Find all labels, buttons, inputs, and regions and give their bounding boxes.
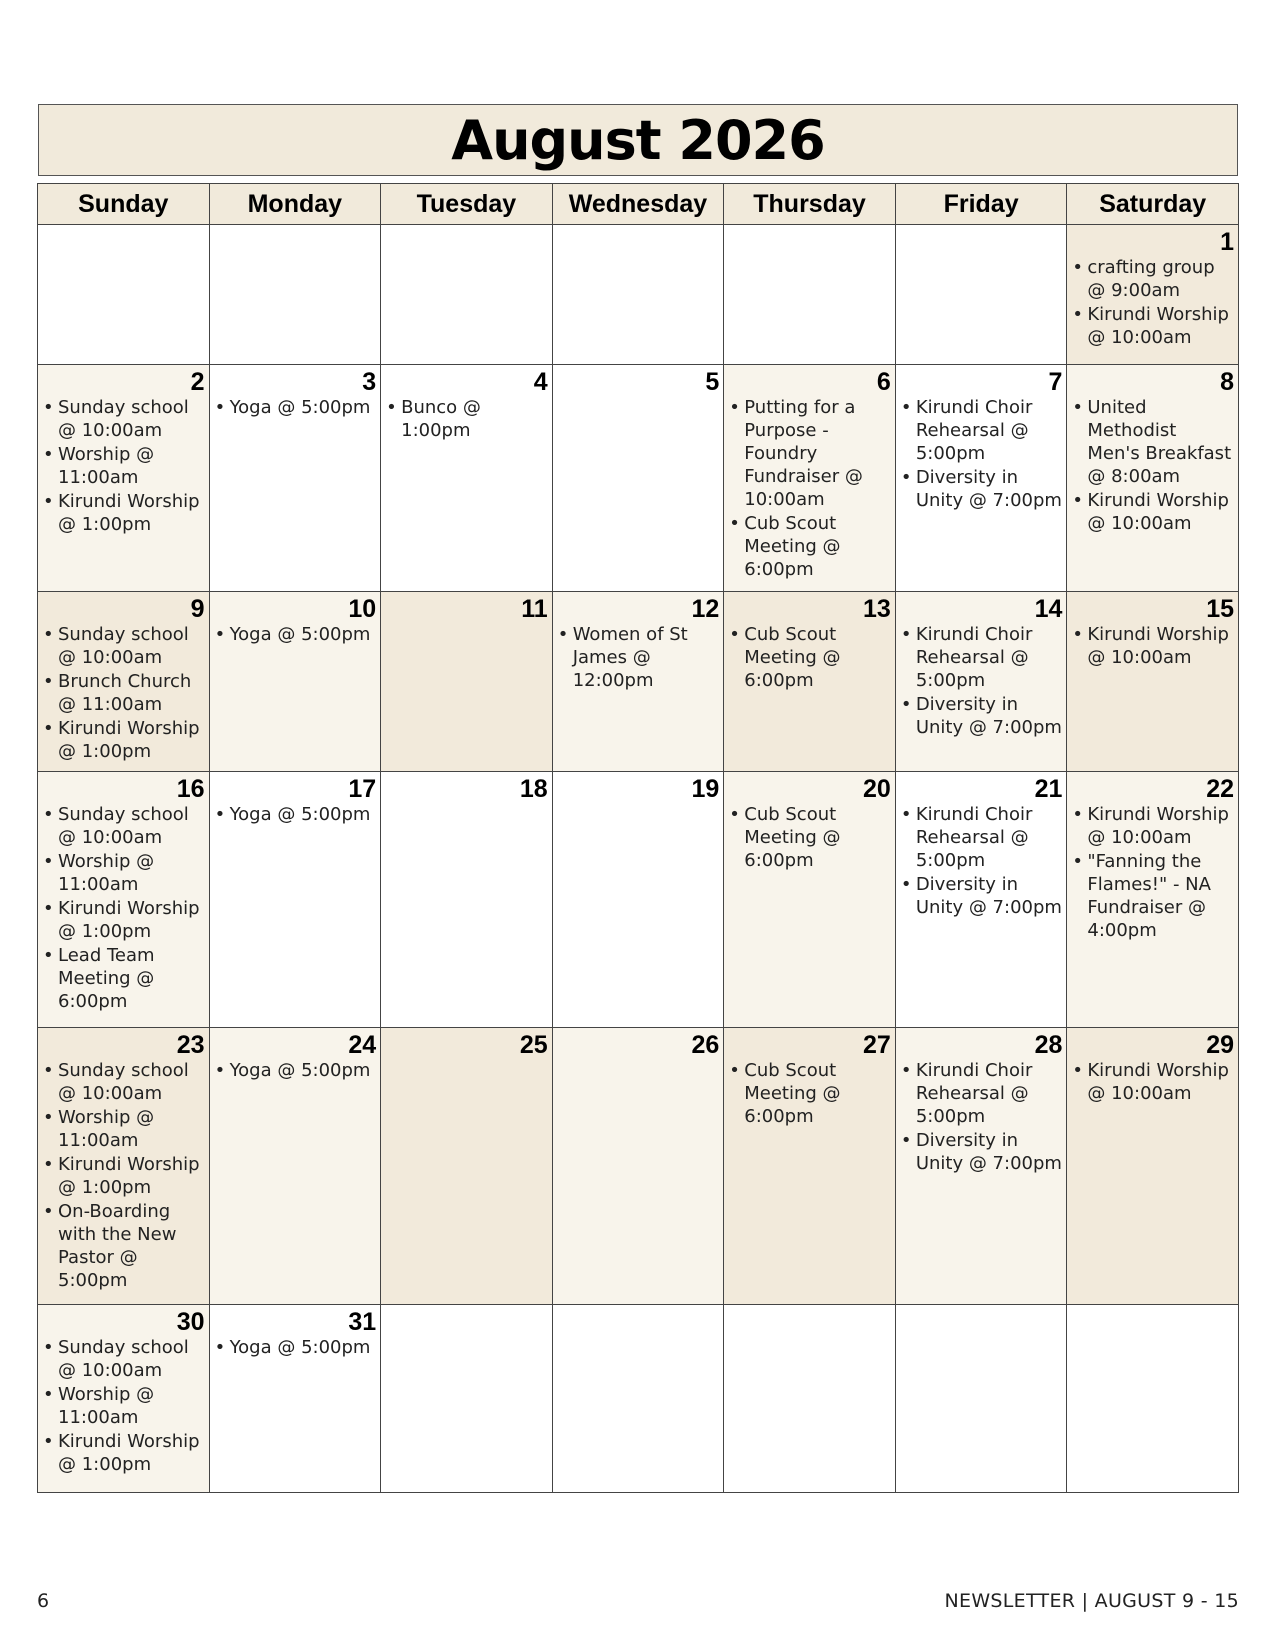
event-item: • crafting group @ 9:00am xyxy=(1069,256,1234,302)
event-list xyxy=(40,1059,205,1292)
day-cell-19 xyxy=(552,772,724,1028)
event-item: • Kirundi Worship @ 10:00am xyxy=(1069,623,1234,669)
day-number: 2 xyxy=(190,368,205,396)
day-cell-15 xyxy=(1067,592,1239,772)
event-item: • Lead Team Meeting @ 6:00pm xyxy=(40,944,205,1013)
event-list xyxy=(555,623,720,692)
event-item: • Kirundi Choir Rehearsal @ 5:00pm xyxy=(898,623,1063,692)
calendar-weeks xyxy=(38,225,1239,1493)
event-item: • Worship @ 11:00am xyxy=(40,443,205,489)
day-cell-10 xyxy=(209,592,381,772)
day-cell-12 xyxy=(552,592,724,772)
day-cell-27 xyxy=(724,1028,896,1305)
event-item: • Yoga @ 5:00pm xyxy=(212,1059,377,1082)
event-item: • Yoga @ 5:00pm xyxy=(212,803,377,826)
empty-day-cell xyxy=(38,225,210,365)
day-cell-14 xyxy=(895,592,1067,772)
event-list xyxy=(726,803,891,872)
event-item: • Brunch Church @ 11:00am xyxy=(40,670,205,716)
day-number: 9 xyxy=(190,595,205,623)
weekday-tuesday: Tuesday xyxy=(381,184,553,225)
empty-day-cell xyxy=(724,225,896,365)
weekday-monday: Monday xyxy=(209,184,381,225)
day-number: 6 xyxy=(876,368,891,396)
event-item: • Sunday school @ 10:00am xyxy=(40,803,205,849)
day-number: 14 xyxy=(1034,595,1063,623)
day-number: 25 xyxy=(519,1031,548,1059)
day-number: 1 xyxy=(1220,228,1234,256)
calendar-week-row xyxy=(38,772,1239,1028)
event-item: • Sunday school @ 10:00am xyxy=(40,1059,205,1105)
event-list xyxy=(40,623,205,763)
event-item: • Diversity in Unity @ 7:00pm xyxy=(898,693,1063,739)
weekday-wednesday: Wednesday xyxy=(552,184,724,225)
empty-day-cell xyxy=(381,225,553,365)
event-list xyxy=(1069,1059,1234,1105)
day-number: 7 xyxy=(1048,368,1063,396)
day-cell-6 xyxy=(724,365,896,592)
weekday-thursday: Thursday xyxy=(724,184,896,225)
event-item: • Sunday school @ 10:00am xyxy=(40,1336,205,1382)
day-number: 23 xyxy=(176,1031,205,1059)
event-item: • Worship @ 11:00am xyxy=(40,850,205,896)
event-item: • Putting for a Purpose - Foundry Fundraiser @ 10:00am xyxy=(726,396,891,511)
day-cell-28 xyxy=(895,1028,1067,1305)
event-item: • Kirundi Worship @ 10:00am xyxy=(1069,489,1234,535)
day-cell-3 xyxy=(209,365,381,592)
event-list xyxy=(898,803,1063,919)
event-item: • Kirundi Worship @ 1:00pm xyxy=(40,717,205,763)
empty-day-cell xyxy=(1067,1305,1239,1493)
event-list xyxy=(898,396,1063,512)
event-item: • Cub Scout Meeting @ 6:00pm xyxy=(726,1059,891,1128)
day-cell-8 xyxy=(1067,365,1239,592)
event-list xyxy=(1069,256,1234,349)
day-cell-16 xyxy=(38,772,210,1028)
empty-day-cell xyxy=(552,225,724,365)
day-number: 24 xyxy=(348,1031,377,1059)
weekday-sunday: Sunday xyxy=(38,184,210,225)
day-cell-29 xyxy=(1067,1028,1239,1305)
day-cell-11 xyxy=(381,592,553,772)
event-list xyxy=(726,396,891,581)
day-cell-1 xyxy=(1067,225,1239,365)
event-item: • Kirundi Choir Rehearsal @ 5:00pm xyxy=(898,396,1063,465)
event-list xyxy=(212,1336,377,1359)
event-list xyxy=(383,396,548,442)
event-item: • Diversity in Unity @ 7:00pm xyxy=(898,466,1063,512)
day-number: 21 xyxy=(1034,775,1063,803)
event-item: • Kirundi Worship @ 1:00pm xyxy=(40,897,205,943)
calendar-week-row xyxy=(38,592,1239,772)
day-cell-18 xyxy=(381,772,553,1028)
weekday-saturday: Saturday xyxy=(1067,184,1239,225)
empty-day-cell xyxy=(381,1305,553,1493)
day-number: 20 xyxy=(863,775,891,803)
day-number: 19 xyxy=(691,775,720,803)
day-number: 12 xyxy=(691,595,720,623)
day-cell-22 xyxy=(1067,772,1239,1028)
event-item: • Cub Scout Meeting @ 6:00pm xyxy=(726,512,891,581)
event-item: • Yoga @ 5:00pm xyxy=(212,623,377,646)
day-cell-9 xyxy=(38,592,210,772)
event-list xyxy=(726,623,891,692)
event-item: • Kirundi Choir Rehearsal @ 5:00pm xyxy=(898,803,1063,872)
day-number: 15 xyxy=(1206,595,1234,623)
event-list xyxy=(40,1336,205,1476)
day-cell-24 xyxy=(209,1028,381,1305)
calendar-week-row xyxy=(38,365,1239,592)
empty-day-cell xyxy=(552,1305,724,1493)
day-cell-13 xyxy=(724,592,896,772)
event-list xyxy=(726,1059,891,1128)
day-number: 3 xyxy=(362,368,377,396)
day-number: 5 xyxy=(705,368,720,396)
day-number: 10 xyxy=(348,595,377,623)
day-number: 16 xyxy=(176,775,205,803)
day-cell-4 xyxy=(381,365,553,592)
empty-day-cell xyxy=(895,1305,1067,1493)
weekday-friday: Friday xyxy=(895,184,1067,225)
page-number: 6 xyxy=(37,1590,50,1612)
event-list xyxy=(40,396,205,536)
day-cell-5 xyxy=(552,365,724,592)
day-cell-30 xyxy=(38,1305,210,1493)
calendar-title-banner xyxy=(38,104,1238,176)
day-number: 4 xyxy=(533,368,548,396)
event-item: • Kirundi Worship @ 1:00pm xyxy=(40,490,205,536)
day-number: 11 xyxy=(521,595,548,623)
day-number: 28 xyxy=(1034,1031,1063,1059)
event-item: • Kirundi Worship @ 1:00pm xyxy=(40,1153,205,1199)
event-item: • Yoga @ 5:00pm xyxy=(212,1336,377,1359)
day-cell-7 xyxy=(895,365,1067,592)
event-item: • On-Boarding with the New Pastor @ 5:00pm xyxy=(40,1200,205,1292)
day-number: 29 xyxy=(1206,1031,1234,1059)
event-item: • Bunco @ 1:00pm xyxy=(383,396,548,442)
event-item: • Kirundi Worship @ 1:00pm xyxy=(40,1430,205,1476)
event-list xyxy=(212,803,377,826)
day-cell-20 xyxy=(724,772,896,1028)
day-cell-25 xyxy=(381,1028,553,1305)
event-list xyxy=(1069,803,1234,942)
event-item: • Cub Scout Meeting @ 6:00pm xyxy=(726,803,891,872)
event-item: • Kirundi Worship @ 10:00am xyxy=(1069,303,1234,349)
event-item: • Worship @ 11:00am xyxy=(40,1106,205,1152)
calendar-title: August 2026 xyxy=(451,108,825,172)
day-number: 27 xyxy=(863,1031,891,1059)
day-number: 17 xyxy=(348,775,377,803)
calendar-week-row xyxy=(38,225,1239,365)
event-list xyxy=(1069,623,1234,669)
day-number: 22 xyxy=(1206,775,1234,803)
publication-footer: NEWSLETTER | AUGUST 9 - 15 xyxy=(944,1590,1239,1612)
event-item: • "Fanning the Flames!" - NA Fundraiser @ 4:00pm xyxy=(1069,850,1234,942)
empty-day-cell xyxy=(209,225,381,365)
event-item: • United Methodist Men's Breakfast @ 8:00am xyxy=(1069,396,1234,488)
calendar-week-row xyxy=(38,1305,1239,1493)
event-list xyxy=(212,396,377,419)
event-item: • Kirundi Worship @ 10:00am xyxy=(1069,1059,1234,1105)
day-cell-31 xyxy=(209,1305,381,1493)
calendar-week-row xyxy=(38,1028,1239,1305)
empty-day-cell xyxy=(724,1305,896,1493)
event-list xyxy=(212,623,377,646)
event-item: • Diversity in Unity @ 7:00pm xyxy=(898,873,1063,919)
day-number: 30 xyxy=(176,1308,205,1336)
event-list xyxy=(212,1059,377,1082)
day-number: 13 xyxy=(863,595,891,623)
calendar-grid xyxy=(37,183,1239,1493)
event-item: • Yoga @ 5:00pm xyxy=(212,396,377,419)
event-item: • Kirundi Worship @ 10:00am xyxy=(1069,803,1234,849)
day-number: 18 xyxy=(519,775,548,803)
event-item: • Kirundi Choir Rehearsal @ 5:00pm xyxy=(898,1059,1063,1128)
day-cell-2 xyxy=(38,365,210,592)
event-list xyxy=(1069,396,1234,535)
day-cell-26 xyxy=(552,1028,724,1305)
event-list xyxy=(898,623,1063,739)
day-cell-21 xyxy=(895,772,1067,1028)
day-number: 31 xyxy=(348,1308,377,1336)
event-item: • Women of St James @ 12:00pm xyxy=(555,623,720,692)
event-item: • Sunday school @ 10:00am xyxy=(40,623,205,669)
day-number: 26 xyxy=(691,1031,720,1059)
weekday-header-row xyxy=(38,184,1239,225)
event-item: • Cub Scout Meeting @ 6:00pm xyxy=(726,623,891,692)
event-list xyxy=(40,803,205,1013)
event-item: • Diversity in Unity @ 7:00pm xyxy=(898,1129,1063,1175)
event-list xyxy=(898,1059,1063,1175)
event-item: • Sunday school @ 10:00am xyxy=(40,396,205,442)
empty-day-cell xyxy=(895,225,1067,365)
day-cell-23 xyxy=(38,1028,210,1305)
event-item: • Worship @ 11:00am xyxy=(40,1383,205,1429)
day-number: 8 xyxy=(1220,368,1234,396)
day-cell-17 xyxy=(209,772,381,1028)
